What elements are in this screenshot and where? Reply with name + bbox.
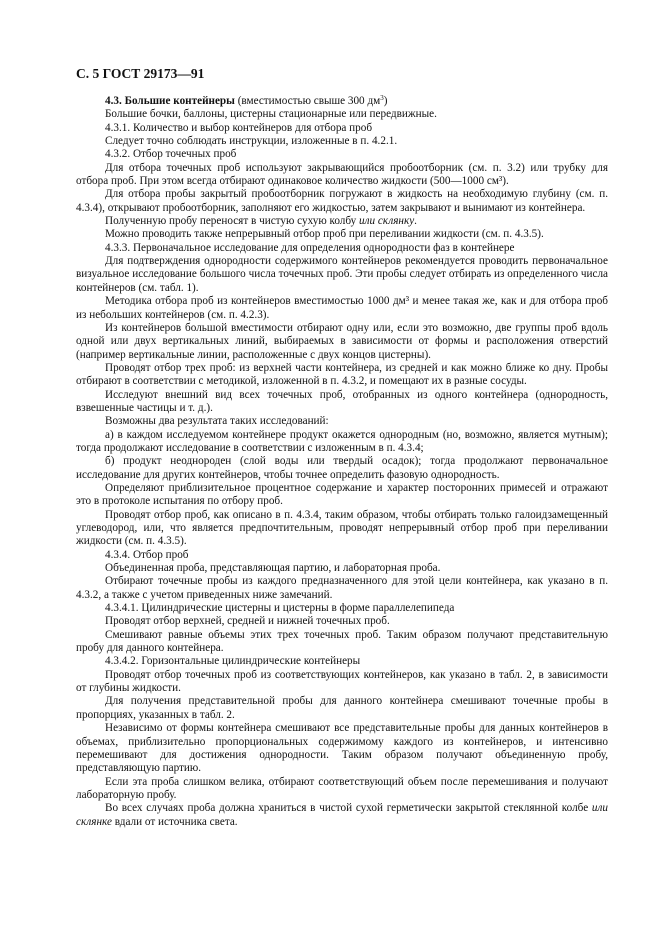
- text: Во всех случаях проба должна храниться в чистой сухой герметически закрытой стеклянной колбе: [105, 802, 592, 815]
- paragraph: Исследуют внешний вид всех точечных проб, отобранных из одного контейнера (однородность, взвешенные частицы и т. д.).: [76, 388, 608, 414]
- text: Полученную пробу переносят в чистую сухую колбу: [105, 215, 360, 228]
- paragraph: Проводят отбор точечных проб из соответствующих контейнеров, как указано в табл. 2, в зависимости от глубины жидкости.: [76, 668, 608, 695]
- section-heading: [76, 95, 608, 108]
- text: вдали от источника света.: [111, 815, 238, 828]
- paragraph: Из контейнеров большой вместимости отбирают одну или, если это возможно, две группы проб вдоль одной или двух вертикальных линий, выбираемых в зависимости от формы и расположения отверстий (например вертикальные линии, расположенные с двух концов цистерны).: [76, 321, 608, 361]
- paragraph: Смешивают равные объемы этих трех точечных проб. Таким образом получают представительную пробу для данного контейнера.: [76, 628, 608, 655]
- text: .: [414, 215, 417, 228]
- paragraph: Объединенная проба, представляющая партию, и лабораторная проба.: [105, 562, 441, 575]
- paragraph: 4.3.4. Отбор проб: [105, 548, 189, 561]
- paragraph: Отбирают точечные пробы из каждого предназначенного для этой цели контейнера, как указано в п. 4.3.2, а также с учетом приведенных ниже замечаний.: [76, 575, 608, 601]
- paragraph: Проводят отбор проб, как описано в п. 4.3.4, таким образом, чтобы отбирать только галоидзамещенный углеводород, или, что является предпочтительным, проводят непрерывный отбор проб при переливании жидкости (см. п. 4.3.5).: [76, 508, 608, 548]
- paragraph: Для отбора пробы закрытый пробоотборник погружают в жидкость на необходимую глубину (см. п. 4.3.4), открывают пробоотборник, заполняют его жидкостью, затем закрывают и вынимают из контейнера.: [76, 188, 608, 214]
- paragraph: [76, 802, 608, 829]
- paragraph: Независимо от формы контейнера смешивают все представительные пробы для данных контейнеров в объемах, приблизительно пропорциональных содержимому каждого из контейнеров, и интенсивно перемешивают для достижения однородности. Таким образом получают объединенную пробу, представляющую партию.: [76, 722, 608, 775]
- paragraph: Проводят отбор трех проб: из верхней части контейнера, из средней и как можно ближе ко дну. Пробы отбирают в соответствии с методикой, изложенной в п. 4.3.2, и помещают их в разные сосуды.: [76, 361, 608, 388]
- paragraph: Можно проводить также непрерывный отбор проб при переливании жидкости (см. п. 4.3.5).: [105, 228, 544, 241]
- section-title: 4.3. Большие контейнеры: [105, 95, 235, 107]
- paragraph: Для получения представительной пробы для данного контейнера смешивают точечные пробы в пропорциях, указанных в табл. 2.: [76, 695, 608, 721]
- italic-text: или склянке: [76, 802, 608, 828]
- paragraph: Следует точно соблюдать инструкции, изложенные в п. 4.2.1.: [105, 135, 398, 148]
- paragraph: 4.3.4.1. Цилиндрические цистерны и цистерны в форме параллелепипеда: [105, 602, 455, 615]
- paragraph: 4.3.3. Первоначальное исследование для определения однородности фаз в контейнере: [105, 241, 515, 254]
- section-subtitle: (вместимостью свыше 300 дм: [234, 95, 381, 107]
- paragraph: Если эта проба слишком велика, отбирают соответствующий объем после перемешивания и получают лабораторную пробу.: [76, 775, 608, 801]
- paragraph: 4.3.2. Отбор точечных проб: [105, 148, 237, 161]
- paragraph: Большие бочки, баллоны, цистерны стационарные или передвижные.: [105, 108, 437, 121]
- paragraph: Методика отбора проб из контейнеров вместимостью 1000 дм³ и менее такая же, как и для отбора проб из небольших контейнеров (см. п. 4.2.3).: [76, 295, 608, 321]
- paragraph: 4.3.1. Количество и выбор контейнеров для отбора проб: [105, 121, 373, 134]
- paragraph: Для подтверждения однородности содержимого контейнеров рекомендуется проводить первоначальное визуальное исследование большого числа точечных проб. Эти пробы следует отбирать из определенного числа контейнеров (см. табл. 1).: [76, 255, 608, 294]
- paragraph: 4.3.4.2. Горизонтальные цилиндрические контейнеры: [105, 655, 361, 668]
- paren: ): [383, 95, 388, 107]
- paragraph: [76, 215, 608, 228]
- page-header: С. 5 ГОСТ 29173—91: [76, 66, 205, 81]
- italic-text: или склянку: [359, 215, 415, 228]
- superscript: 3: [380, 94, 384, 102]
- paragraph: б) продукт неоднороден (слой воды или твердый осадок); тогда продолжают первоначальное исследование для других контейнеров, чтобы точнее определить фазовую однородность.: [76, 455, 608, 481]
- paragraph: Для отбора точечных проб используют закрывающийся пробоотборник (см. п. 3.2) или трубку для отбора проб. При этом всегда отбирают одинаковое количество жидкости (500—1000 см³).: [76, 161, 608, 188]
- paragraph: Возможны два результата таких исследований:: [105, 415, 329, 428]
- paragraph: Проводят отбор верхней, средней и нижней точечных проб.: [105, 615, 390, 628]
- paragraph: Определяют приблизительное процентное содержание и характер посторонних примесей и отражают это в протоколе испытания по отбору проб.: [76, 481, 608, 508]
- paragraph: а) в каждом исследуемом контейнере продукт окажется однородным (но, возможно, является мутным); тогда продолжают исследование в соответствии с изложенным в п. 4.3.4;: [76, 428, 608, 454]
- document-body: [76, 95, 608, 829]
